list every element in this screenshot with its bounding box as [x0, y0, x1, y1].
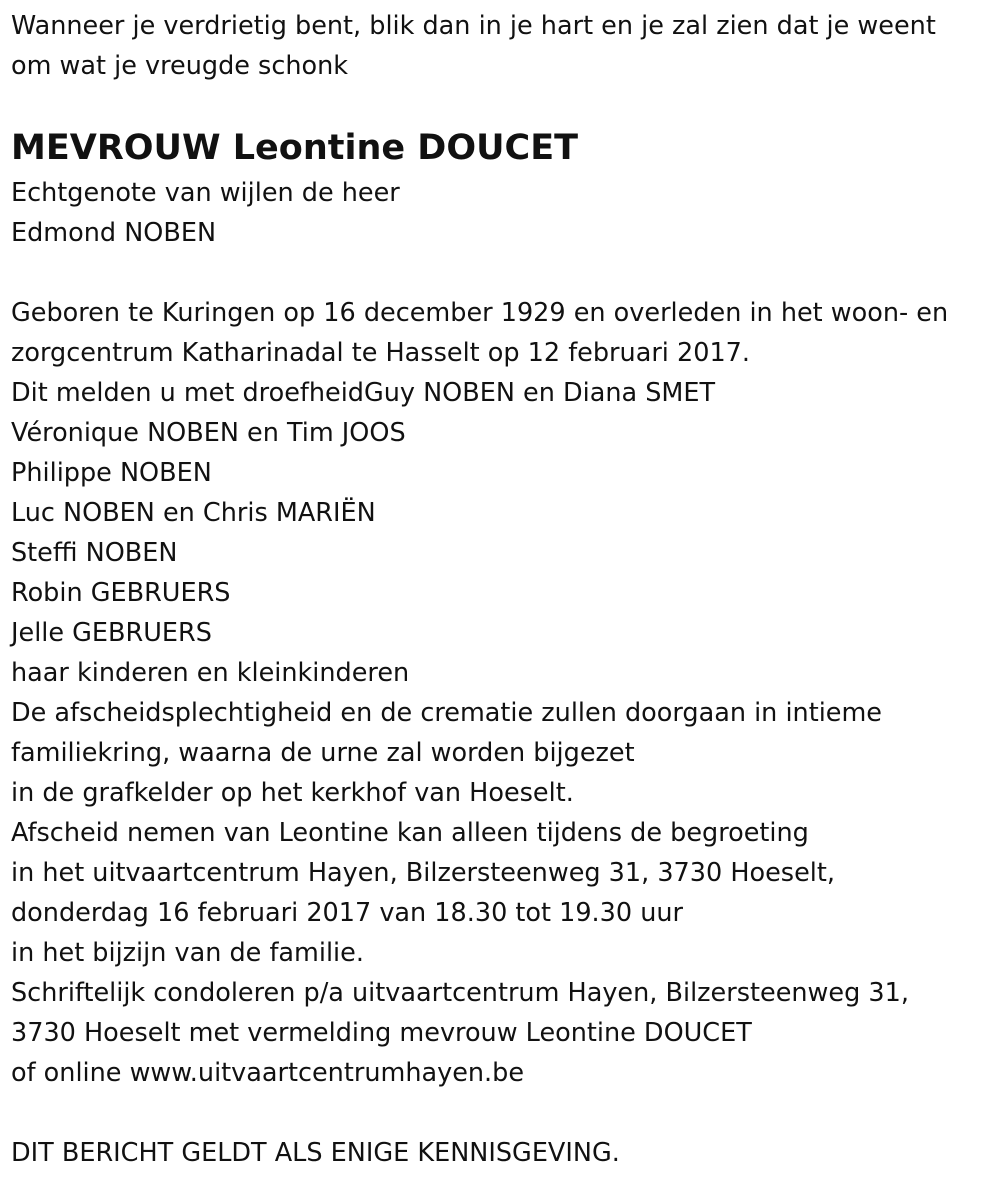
spacer	[11, 253, 991, 293]
family-member: Luc NOBEN en Chris MARIËN	[11, 498, 376, 528]
body-line: donderdag 16 februari 2017 van 18.30 tot 19.30 uur	[11, 898, 684, 928]
notice-body	[11, 293, 991, 1093]
obituary-notice	[11, 6, 991, 1173]
body-line: in het bijzijn van de familie.	[11, 938, 364, 968]
body-line: Dit melden u met droefheidGuy NOBEN en Diana SMET	[11, 378, 716, 408]
spouse-block	[11, 173, 991, 253]
body-line: Geboren te Kuringen op 16 december 1929 en overleden in het woon- en	[11, 298, 949, 328]
family-member: Robin GEBRUERS	[11, 578, 231, 608]
deceased-name-heading: MEVROUW Leontine DOUCET	[11, 128, 579, 168]
body-line: haar kinderen en kleinkinderen	[11, 658, 410, 688]
body-line: in het uitvaartcentrum Hayen, Bilzersteenweg 31, 3730 Hoeselt,	[11, 858, 835, 888]
body-line: familiekring, waarna de urne zal worden bijgezet	[11, 738, 635, 768]
family-member: Steffi NOBEN	[11, 538, 178, 568]
body-line: Afscheid nemen van Leontine kan alleen tijdens de begroeting	[11, 818, 809, 848]
website-line: of online www.uitvaartcentrumhayen.be	[11, 1058, 525, 1088]
spouse-name: Edmond NOBEN	[11, 218, 217, 248]
spacer	[11, 1093, 991, 1133]
body-line: Schriftelijk condoleren p/a uitvaartcentrum Hayen, Bilzersteenweg 31,	[11, 978, 909, 1008]
family-member: Philippe NOBEN	[11, 458, 212, 488]
family-member: Jelle GEBRUERS	[11, 618, 212, 648]
body-line: zorgcentrum Katharinadal te Hasselt op 12 februari 2017.	[11, 338, 751, 368]
body-line: in de grafkelder op het kerkhof van Hoeselt.	[11, 778, 574, 808]
spouse-line: Echtgenote van wijlen de heer	[11, 178, 400, 208]
quote-line: Wanneer je verdrietig bent, blik dan in je hart en je zal zien dat je weent	[11, 11, 936, 41]
quote-line: om wat je vreugde schonk	[11, 51, 349, 81]
quote-block	[11, 6, 991, 86]
family-member: Véronique NOBEN en Tim JOOS	[11, 418, 406, 448]
body-line: De afscheidsplechtigheid en de crematie zullen doorgaan in intieme	[11, 698, 882, 728]
body-line: 3730 Hoeselt met vermelding mevrouw Leontine DOUCET	[11, 1018, 752, 1048]
footer-notice: DIT BERICHT GELDT ALS ENIGE KENNISGEVING.	[11, 1138, 620, 1168]
